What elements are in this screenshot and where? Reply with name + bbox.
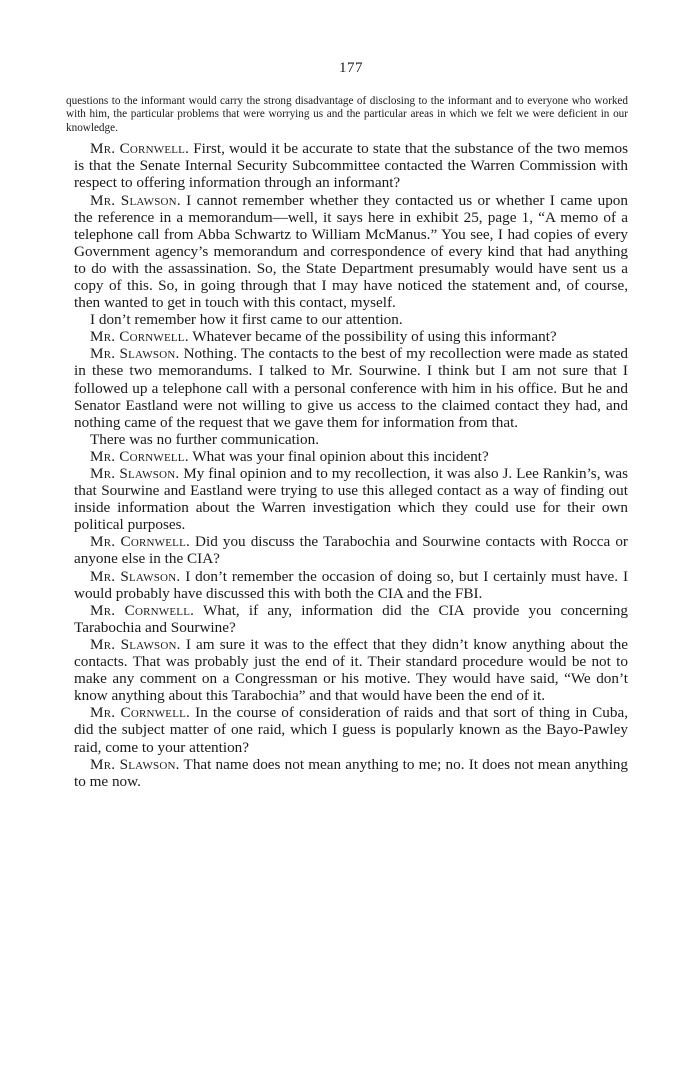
speaker-name: Mr. Cornwell. xyxy=(90,601,195,619)
speaker-name: Mr. Slawson. xyxy=(90,191,181,209)
speaker-name: Mr. Cornwell. xyxy=(90,447,189,465)
testimony-paragraph xyxy=(74,756,628,790)
testimony-paragraph xyxy=(74,328,628,345)
testimony-paragraph xyxy=(74,636,628,704)
speaker-name: Mr. Cornwell. xyxy=(90,328,189,346)
paragraph-text: Did you discuss the Tarabochia and Sourwine contacts with Rocca or anyone else in the CIA? xyxy=(74,533,628,568)
paragraph-text: Nothing. The contacts to the best of my recollection were made as stated in these two memorandums. I talked to Mr. Sourwine. I think but I am not sure that I followed up a telephone call with a personal conference with him in his office. But he and Senator Eastland were not willing to give us access to the claimed contact they had, and nothing came of the request that we gave them for information from that. xyxy=(74,345,628,431)
testimony-paragraph xyxy=(74,345,628,430)
paragraph-text: I am sure it was to the effect that they didn’t know anything about the contacts. That was probably just the end of it. Their standard procedure would be not to make any comment on a Congressman or his motive. They would have said, “We don’t know anything about this Tarabochia” and that would have been the end of it. xyxy=(74,635,629,705)
testimony-paragraph xyxy=(74,465,628,533)
testimony-paragraph xyxy=(74,448,628,465)
testimony-paragraph xyxy=(74,140,628,191)
speaker-name: Mr. Slawson. xyxy=(90,755,180,773)
speaker-name: Mr. Cornwell. xyxy=(90,704,191,722)
speaker-name: Mr. Slawson. xyxy=(90,635,181,653)
testimony-paragraph xyxy=(74,192,628,312)
paragraph-text: What, if any, information did the CIA provide you concerning Tarabochia and Sourwine? xyxy=(74,601,628,636)
speaker-name: Mr. Slawson. xyxy=(90,345,180,363)
speaker-name: Mr. Slawson. xyxy=(90,465,180,482)
paragraph-text: That name does not mean anything to me; no. It does not mean anything to me now. xyxy=(74,755,628,790)
paragraph-text: I don’t remember the occasion of doing so, but I certainly must have. I would probably have discussed this with both the CIA and the FBI. xyxy=(74,567,628,602)
speaker-name: Mr. Cornwell. xyxy=(90,533,190,551)
speaker-name: Mr. Slawson. xyxy=(90,567,181,585)
document-page xyxy=(66,60,629,790)
testimony-paragraph xyxy=(74,431,628,448)
paragraph-text: What was your final opinion about this incident? xyxy=(188,447,489,465)
paragraph-text: There was no further communication. xyxy=(90,430,319,448)
paragraph-text: First, would it be accurate to state that the substance of the two memos is that the Senate Internal Security Subcommittee contacted the Warren Commission with respect to offering information through an informant? xyxy=(74,140,628,192)
speaker-name: Mr. Cornwell. xyxy=(90,140,190,158)
testimony-paragraph xyxy=(74,533,628,567)
paragraph-text: My final opinion and to my recollection, it was also J. Lee Rankin’s, was that Sourwine and Eastland were trying to use this alleged contact as a way of finding out inside information about the Warren investigation which they could use for their own political purposes. xyxy=(74,465,629,534)
testimony-paragraph xyxy=(74,602,628,636)
paragraph-text: In the course of consideration of raids and that sort of thing in Cuba, did the subject matter of one raid, which I guess is popularly known as the Bayo-Pawley raid, come to your attention? xyxy=(74,704,629,756)
testimony-paragraph xyxy=(74,704,628,755)
testimony-body xyxy=(74,140,628,790)
testimony-paragraph xyxy=(74,311,628,328)
page-number: 177 xyxy=(339,60,363,76)
quoted-excerpt: questions to the informant would carry the strong disadvantage of disclosing to the informant and to everyone who worked with him, the particular problems that were worrying us and the particular areas in which we felt we were deficient in our knowledge. xyxy=(66,95,628,134)
paragraph-text: Whatever became of the possibility of using this informant? xyxy=(188,328,557,346)
testimony-paragraph xyxy=(74,568,628,602)
paragraph-text: I don’t remember how it first came to our attention. xyxy=(90,311,403,329)
paragraph-text: I cannot remember whether they contacted us or whether I came upon the reference in a memorandum—well, it says here in exhibit 25, page 1, “A memo of a telephone call from Abba Schwartz to William McManus.” You see, I had copies of every Government agency’s memorandum and correspondence of every kind that had anything to do with the assassination. So, the State Department presumably would have sent us a copy of this. So, in going through that I may have noticed the statement and, of course, then wanted to get in touch with this contact, myself. xyxy=(74,191,628,312)
